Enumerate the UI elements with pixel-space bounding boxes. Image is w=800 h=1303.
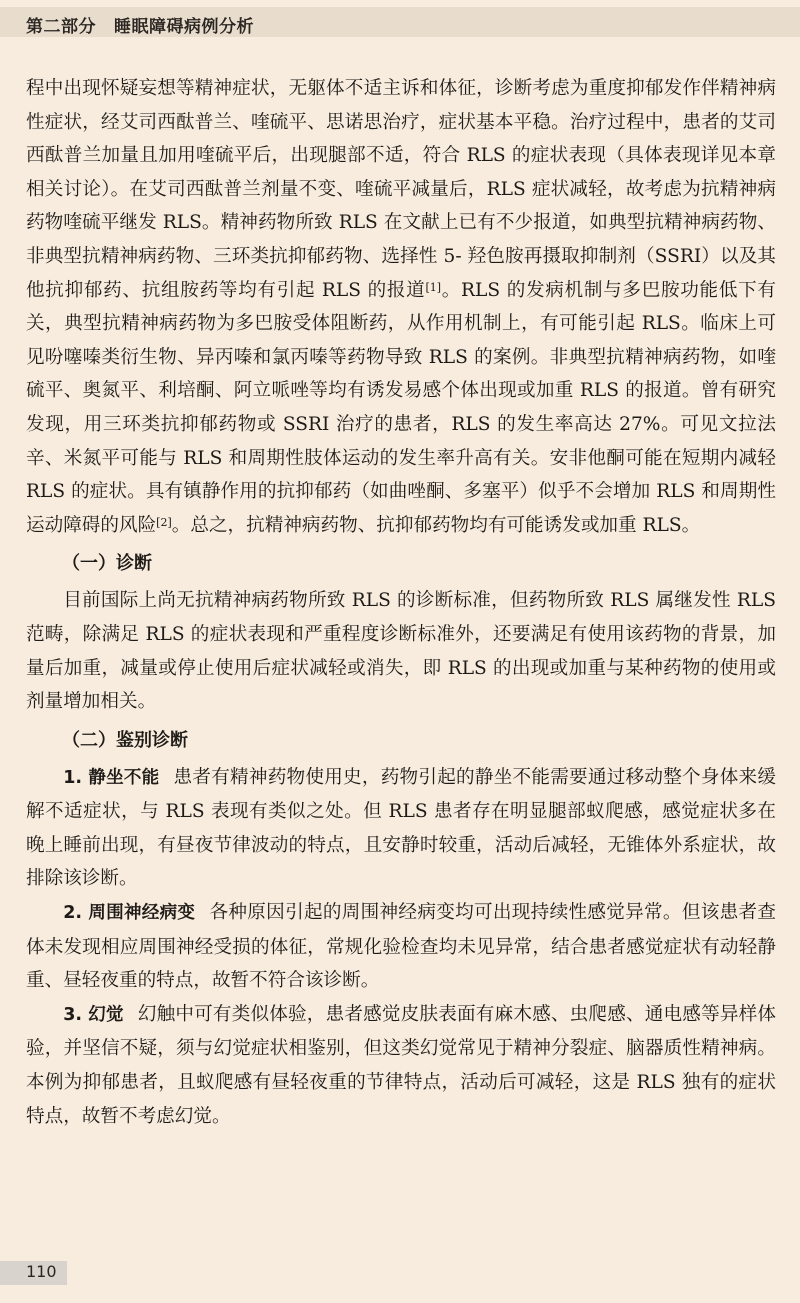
header-title xyxy=(26,12,254,37)
section-heading-diagnosis: （一）诊断 xyxy=(62,553,152,575)
page-number: 110 xyxy=(26,1262,57,1281)
item-heading: 1. 静坐不能 xyxy=(63,767,160,788)
item-text: 幻触中可有类似体验，患者感觉皮肤表面有麻木感、虫爬感、通电感等异样体验，并坚信不疑，须与幻觉症状相鉴别，但这类幻觉常见于精神分裂症、脑器质性精神病。本例为抑郁患者，且蚁爬感有昼轻夜重的节律特点，活动后可减轻，这是 RLS 独有的症状特点，故暂不考虑幻觉。 xyxy=(26,1003,776,1127)
paragraph-text: 。总之，抗精神病药物、抗抑郁药物均有可能诱发或加重 RLS。 xyxy=(171,514,701,536)
header-chapter-title: 睡眠障碍病例分析 xyxy=(114,17,254,37)
running-header xyxy=(0,0,800,44)
citation-ref-1: [1] xyxy=(425,280,442,294)
page-body xyxy=(26,72,776,1133)
differential-item xyxy=(26,998,776,1133)
header-part-label: 第二部分 xyxy=(26,17,96,37)
item-heading: 2. 周围神经病变 xyxy=(63,903,196,924)
differential-item xyxy=(26,896,776,998)
item-heading: 3. 幻觉 xyxy=(63,1004,124,1025)
item-text: 患者有精神药物使用史，药物引起的静坐不能需要通过移动整个身体来缓解不适症状，与 RLS 表现有类似之处。但 RLS 患者存在明显腿部蚁爬感，感觉症状多在晚上睡前出现，有昼夜节律波动的特点，且安静时较重，活动后减轻，无锥体外系症状，故排除该诊断。 xyxy=(26,766,776,890)
item-text: 各种原因引起的周围神经病变均可出现持续性感觉异常。但该患者查体未发现相应周围神经受损的体征，常规化验检查均未见异常，结合患者感觉症状有动轻静重、昼轻夜重的特点，故暂不符合该诊断。 xyxy=(26,902,776,992)
diagnosis-paragraph: 目前国际上尚无抗精神病药物所致 RLS 的诊断标准，但药物所致 RLS 属继发性 RLS 范畴，除满足 RLS 的症状表现和严重程度诊断标准外，还要满足有使用该药物的背景，加量后加重，减量或停止使用后症状减轻或消失，即 RLS 的出现或加重与某种药物的使用或剂量增加相关。 xyxy=(26,590,776,713)
paragraph-text: 程中出现怀疑妄想等精神症状，无躯体不适主诉和体征，诊断考虑为重度抑郁发作伴精神病性症状，经艾司西酞普兰、喹硫平、思诺思治疗，症状基本平稳。治疗过程中，患者的艾司西酞普兰加量且加用喹硫平后，出现腿部不适，符合 RLS 的症状表现（具体表现详见本章相关讨论）。在艾司西酞普兰剂量不变、喹硫平减量后，RLS 症状减轻，故考虑为抗精神病药物喹硫平继发 RLS。精神药物所致 RLS 在文献上已有不少报道，如典型抗精神病药物、非典型抗精神病药物、三环类抗抑郁药物、选择性 5- 羟色胺再摄取抑制剂（SSRI）以及其他抗抑郁药、抗组胺药等均有引起 RLS 的报道 xyxy=(26,78,776,301)
section-heading-differential: （二）鉴别诊断 xyxy=(62,729,188,751)
citation-ref-2: [2] xyxy=(156,515,172,529)
body-paragraph xyxy=(26,72,776,542)
paragraph-text: 。RLS 的发病机制与多巴胺功能低下有关，典型抗精神病药物为多巴胺受体阻断药，从作用机制上，有可能引起 RLS。临床上可见吩噻嗪类衍生物、异丙嗪和氯丙嗪等药物导致 RLS 的案例。非典型抗精神病药物，如喹硫平、奥氮平、利培酮、阿立哌唑等均有诱发易感个体出现或加重 RLS 的报道。曾有研究发现，用三环类抗抑郁药物或 SSRI 治疗的患者，RLS 的发生率高达 27%。可见文拉法辛、米氮平可能与 RLS 和周期性肢体运动的发生率升高有关。安非他酮可能在短期内减轻 RLS 的症状。具有镇静作用的抗抑郁药（如曲唑酮、多塞平）似乎不会增加 RLS 和周期性运动障碍的风险 xyxy=(26,279,776,536)
differential-item xyxy=(26,761,776,896)
